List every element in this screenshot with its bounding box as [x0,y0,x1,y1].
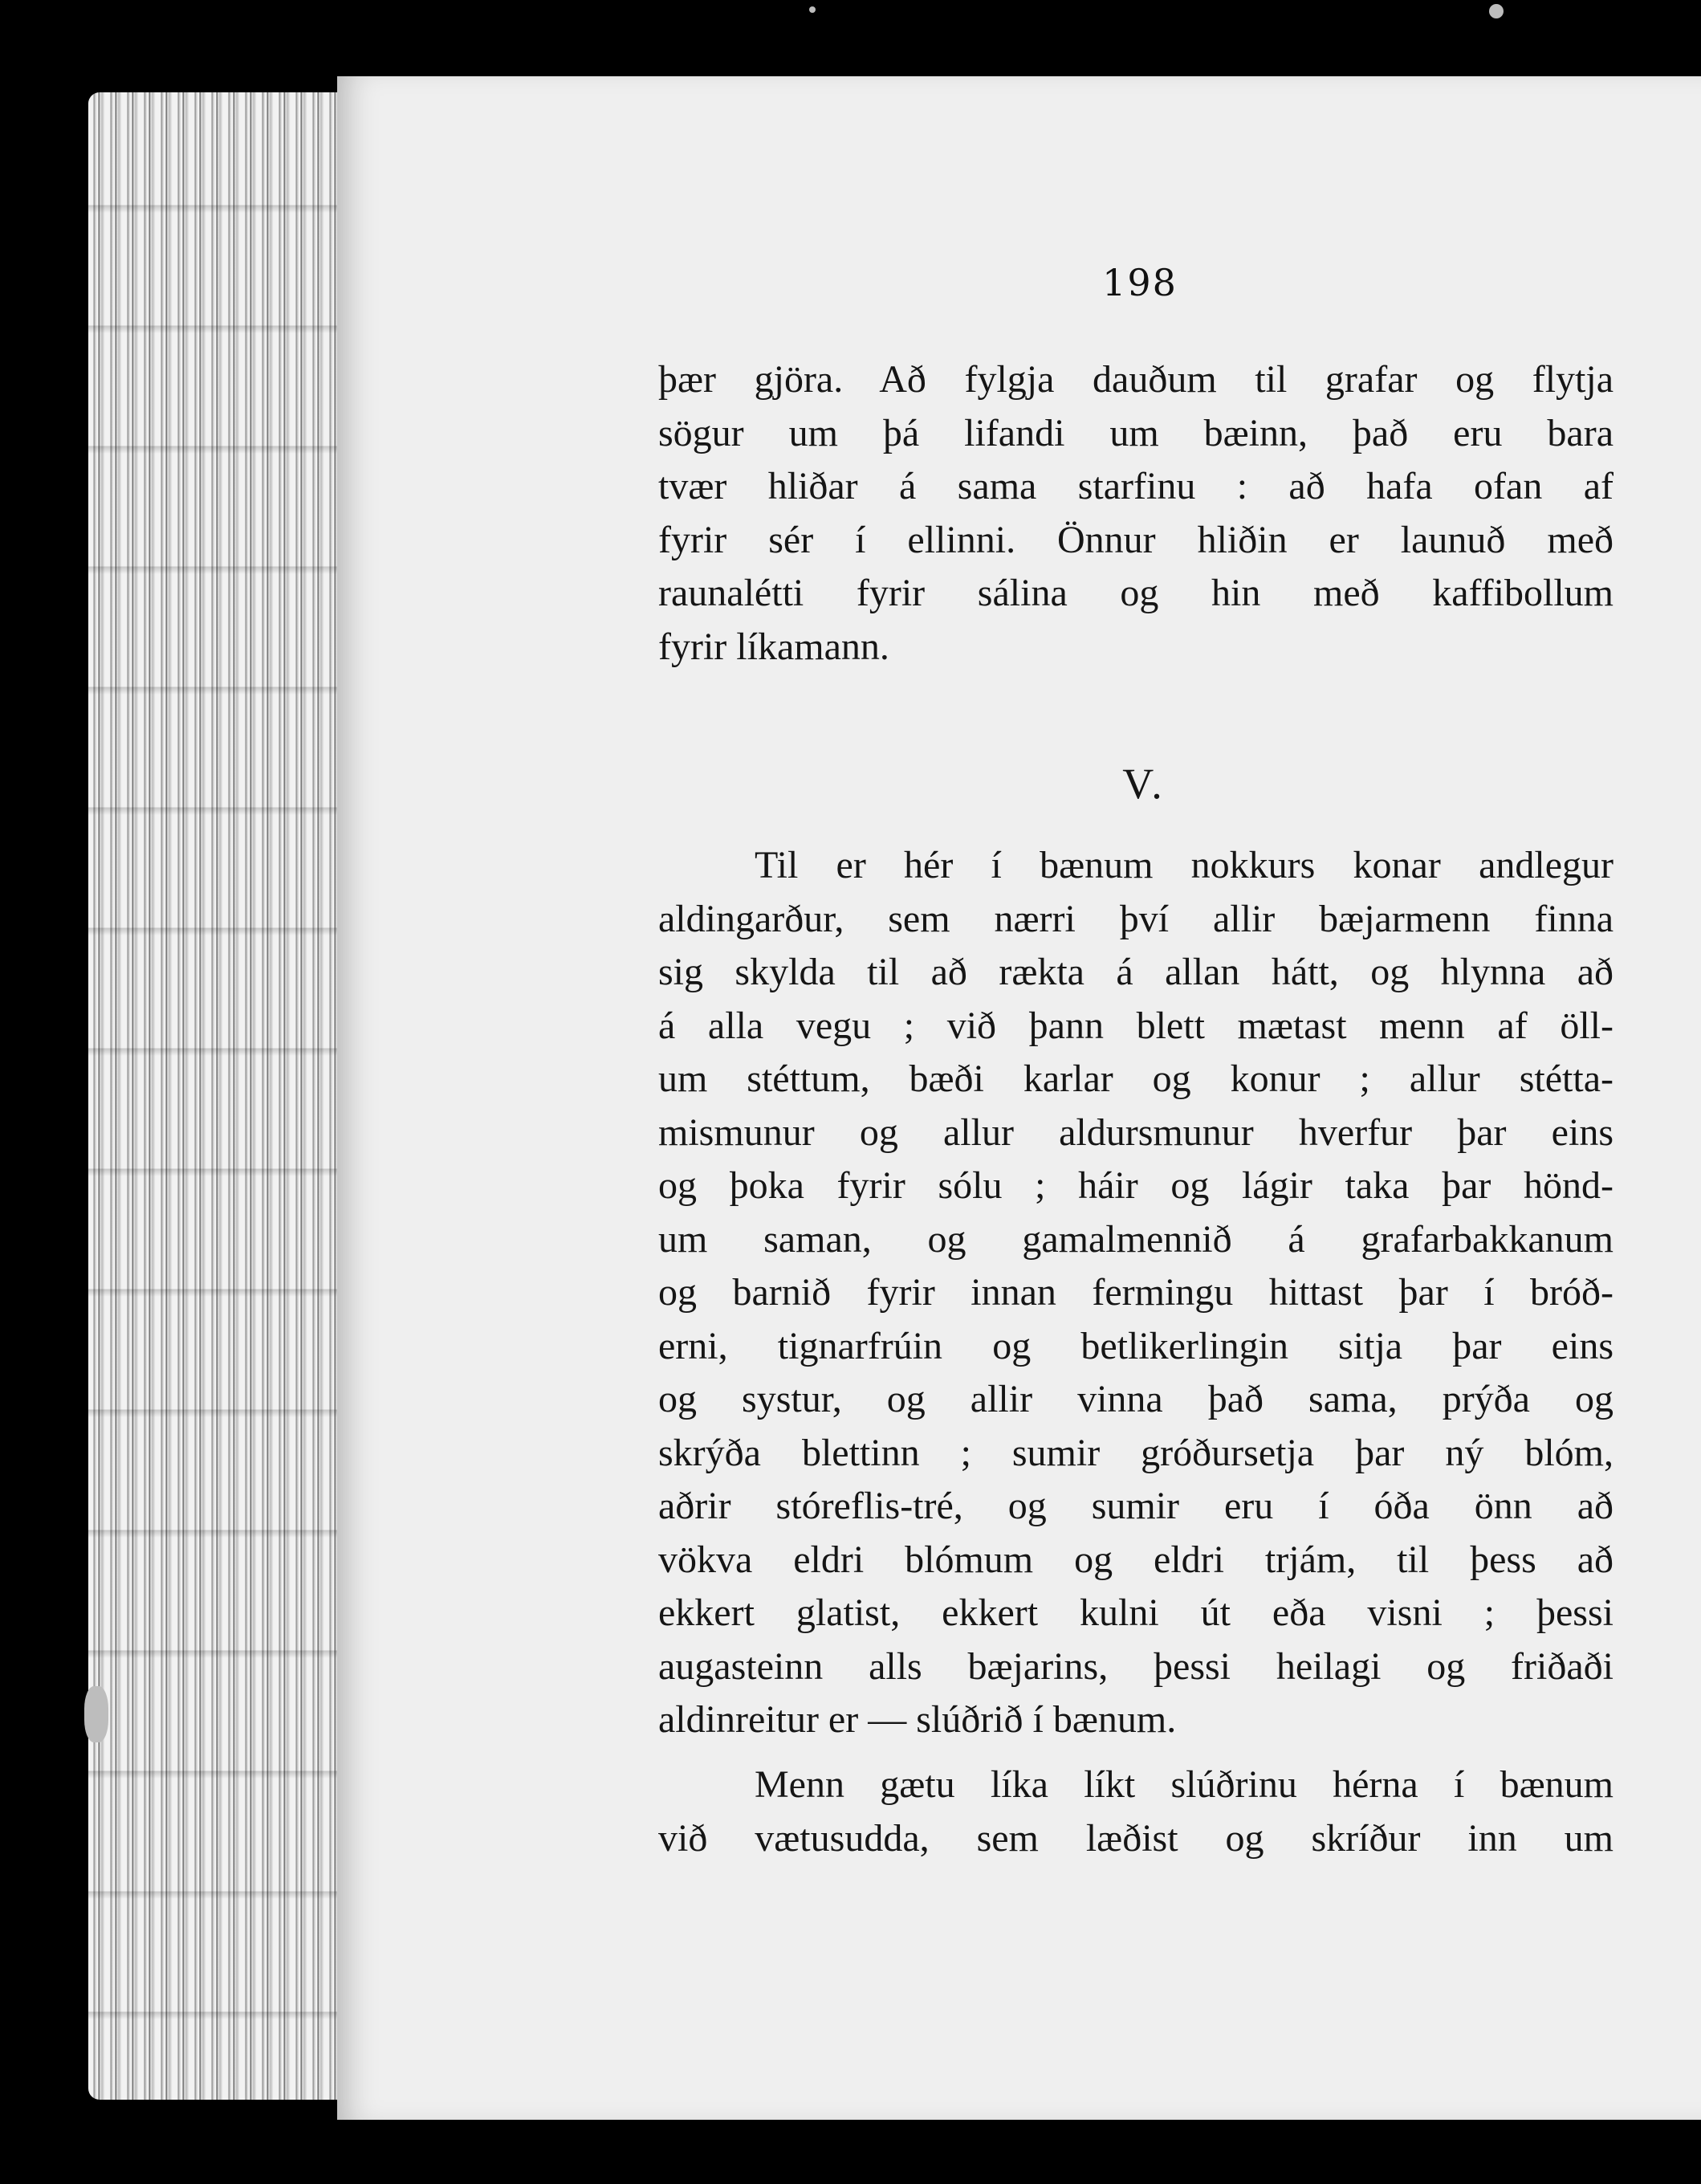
text-line: Menn gætu líka líkt slúðrinu hérna í bænum [755,1763,1614,1806]
text-line: vökva eldri blómum og eldri trjám, til þess að [658,1538,1614,1581]
paragraph-slander-garden [658,839,1614,1747]
text-line: og þoka fyrir sólu ; háir og lágir taka þar hönd- [658,1164,1614,1207]
text-line: þær gjöra. Að fylgja dauðum til grafar og flytja [658,358,1614,401]
text-line: fyrir sér í ellinni. Önnur hliðin er launuð með [658,518,1614,561]
paragraph-continuation [658,353,1614,674]
text-line: aðrir stóreflis-tré, og sumir eru í óða önn að [658,1485,1614,1527]
text-line: ekkert glatist, ekkert kulni út eða visni ; þessi [658,1591,1614,1634]
text-line: erni, tignarfrúin og betlikerlingin sitja þar eins [658,1324,1614,1367]
scan-speck [809,6,816,13]
text-line: á alla vegu ; við þann blett mætast menn af öll- [658,1004,1614,1047]
text-line: augasteinn alls bæjarins, þessi heilagi og friðaði [658,1644,1614,1688]
text-line: aldingarður, sem nærri því allir bæjarmenn finna [658,897,1614,940]
text-line: tvær hliðar á sama starfinu : að hafa ofan af [658,465,1614,507]
text-line: fyrir líkamann. [658,625,889,668]
book-page-edges [88,92,353,2100]
text-line: og systur, og allir vinna það sama, prýða og [658,1378,1614,1420]
section-heading: V. [1122,760,1166,808]
text-line: um saman, og gamalmennið á grafarbakkanum [658,1217,1614,1261]
text-line: og barnið fyrir innan fermingu hittast þar í bróð- [658,1271,1614,1314]
scan-speck [84,1686,108,1742]
text-line: skrýða blettinn ; sumir gróðursetja þar ný blóm, [658,1431,1614,1474]
page-number: 198 [1102,261,1178,304]
text-line: mismunur og allur aldursmunur hverfur þar eins [658,1110,1614,1154]
text-line: um stéttum, bæði karlar og konur ; allur stétta- [658,1057,1614,1100]
text-line: raunalétti fyrir sálina og hin með kaffibollum [658,572,1614,614]
text-line: sögur um þá lifandi um bæinn, það eru bara [658,411,1614,454]
scan-speck [1489,4,1504,18]
text-line: við vætusudda, sem læðist og skríður inn um [658,1816,1614,1860]
text-line: aldinreitur er — slúðrið í bænum. [658,1698,1177,1741]
text-line: Til er hér í bænum nokkurs konar andlegur [755,844,1614,886]
paragraph-drizzle [658,1758,1614,1865]
text-line: sig skylda til að rækta á allan hátt, og hlynna að [658,951,1614,993]
